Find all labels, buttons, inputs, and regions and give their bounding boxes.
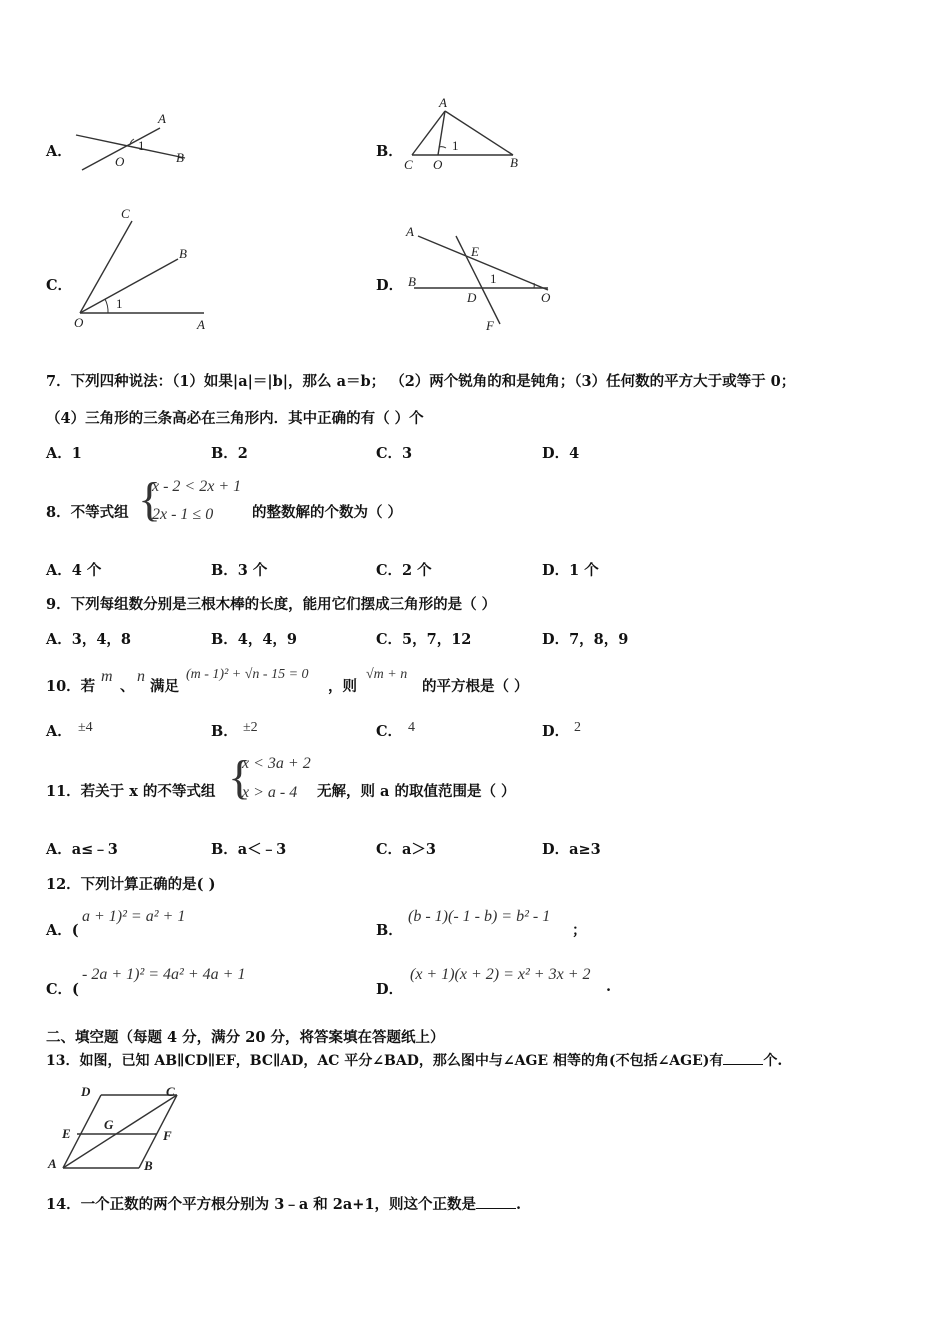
option-d-label: D． xyxy=(376,277,404,294)
q8-option-c: C．2 个 xyxy=(376,562,432,579)
fig-a-label-b: B xyxy=(176,150,184,165)
q9-option-c: C．5，7，12 xyxy=(376,631,472,648)
q12-option-a-expr: a + 1)² = a² + 1 xyxy=(82,908,186,925)
q13-label-f: F xyxy=(163,1128,172,1143)
q11-option-a: A．a≤﹣3 xyxy=(46,841,118,858)
q8-brace: { xyxy=(138,473,162,526)
fig-d-label-a: A xyxy=(406,224,414,239)
option-a-label: A． xyxy=(46,143,72,160)
fig-d-label-d: D xyxy=(467,290,477,305)
q12-option-c-label: C．( xyxy=(46,981,79,998)
fig-d-label-f: F xyxy=(486,318,494,333)
q13-text xyxy=(46,1050,782,1070)
q12-option-b-tail: ； xyxy=(572,922,587,939)
q13-text-body: 13．如图，已知 AB∥CD∥EF，BC∥AD，AC 平分∠BAD，那么图中与∠AGE 相等的角(不包括∠AGE)有 xyxy=(46,1053,724,1069)
fig-d-label-e: E xyxy=(471,244,479,259)
q12-option-d-label: D． xyxy=(376,981,404,998)
q12-option-c-expr: - 2a + 1)² = 4a² + 4a + 1 xyxy=(82,966,246,983)
q8-suffix: 的整数解的个数为（ ） xyxy=(252,504,403,521)
q8-option-a: A．4 个 xyxy=(46,562,102,579)
q10-option-c-value: 4 xyxy=(408,720,415,735)
q10-separator: 、 xyxy=(120,678,135,695)
q12-option-b-label: B． xyxy=(376,922,403,939)
q12-option-d-expr: (x + 1)(x + 2) = x² + 3x + 2 xyxy=(410,966,591,983)
q8-prefix: 8．不等式组 xyxy=(46,504,129,521)
q13-label-b: B xyxy=(144,1158,153,1173)
q10-option-b-value: ±2 xyxy=(243,720,258,735)
q7-option-c: C．3 xyxy=(376,445,413,462)
q10-equation: (m - 1)² + √n - 15 = 0 xyxy=(186,667,309,682)
q13-label-a: A xyxy=(48,1156,57,1171)
q10-option-d-value: 2 xyxy=(574,720,581,735)
option-c-label: C． xyxy=(46,277,73,294)
fig-a-label-a: A xyxy=(158,111,166,126)
q13-figure xyxy=(46,1080,196,1180)
figure-c xyxy=(70,205,220,335)
fig-c-label-a: A xyxy=(197,317,205,332)
fig-b-label-b: B xyxy=(510,155,518,170)
fig-b-label-a: A xyxy=(439,95,447,110)
q8-inequality-2: 2x - 1 ≤ 0 xyxy=(152,506,214,523)
fig-b-label-1: 1 xyxy=(452,138,459,153)
q10-option-d: D． xyxy=(542,723,570,740)
figure-b xyxy=(400,95,530,175)
q12-option-b-expr: (b - 1)(- 1 - b) = b² - 1 xyxy=(408,908,551,925)
fig-a-label-1: 1 xyxy=(138,138,145,153)
q13-label-c: C xyxy=(166,1084,175,1099)
q11-suffix: 无解，则 a 的取值范围是（ ） xyxy=(317,783,516,800)
fig-c-label-1: 1 xyxy=(116,296,123,311)
q8-inequality-1: x - 2 < 2x + 1 xyxy=(152,478,242,495)
q9-option-b: B．4，4，9 xyxy=(211,631,298,648)
q14-text-body: 14．一个正数的两个平方根分别为 3﹣a 和 2a+1，则这个正数是 xyxy=(46,1196,477,1213)
q10-var-m: m xyxy=(101,668,113,685)
q12-text: 12．下列计算正确的是( ) xyxy=(46,876,216,893)
fig-c-label-c: C xyxy=(121,206,130,221)
fig-d-label-b: B xyxy=(408,274,416,289)
q12-option-a-label: A．( xyxy=(46,922,79,939)
q11-option-d: D．a≥3 xyxy=(542,841,601,858)
q10-var-n: n xyxy=(137,668,145,685)
fig-a-label-o: O xyxy=(115,154,125,169)
q7-option-d: D．4 xyxy=(542,445,580,462)
q9-option-a: A．3，4，8 xyxy=(46,631,132,648)
q9-text: 9．下列每组数分别是三根木棒的长度，能用它们摆成三角形的是（ ） xyxy=(46,596,497,613)
q10-then: ，则 xyxy=(328,678,357,695)
q10-option-b: B． xyxy=(211,723,238,740)
q7-line2: （4）三角形的三条高必在三角形内．其中正确的有（ ）个 xyxy=(46,410,424,427)
q10-condition-word: 满足 xyxy=(150,678,179,695)
fig-c-label-b: B xyxy=(179,246,187,261)
q7-option-a: A．1 xyxy=(46,445,82,462)
q7-option-b: B．2 xyxy=(211,445,248,462)
q13-text-tail: 个. xyxy=(763,1053,783,1069)
q13-answer-blank[interactable] xyxy=(723,1052,763,1065)
q14-text xyxy=(46,1193,521,1214)
q9-option-d: D．7，8，9 xyxy=(542,631,629,648)
q7-line1: 7．下列四种说法：（1）如果|a|＝|b|，那么 a＝b； （2）两个锐角的和是钝角；（3）任何数的平方大于或等于 0； xyxy=(46,373,796,390)
figure-a xyxy=(70,110,210,180)
fig-c-label-o: O xyxy=(74,315,84,330)
q10-prefix: 10．若 xyxy=(46,678,96,695)
q10-suffix: 的平方根是（ ） xyxy=(422,678,529,695)
q11-option-b: B．a＜﹣3 xyxy=(211,841,287,858)
q12-option-d-tail: . xyxy=(606,978,612,995)
section-2-title: 二、填空题（每题 4 分，满分 20 分，将答案填在答题纸上） xyxy=(46,1029,445,1046)
q10-option-a-value: ±4 xyxy=(78,720,93,735)
q13-label-g: G xyxy=(104,1117,114,1132)
q11-prefix: 11．若关于 x 的不等式组 xyxy=(46,783,216,800)
q14-answer-blank[interactable] xyxy=(476,1196,516,1209)
q8-option-b: B．3 个 xyxy=(211,562,268,579)
fig-d-label-o: O xyxy=(541,290,551,305)
fig-b-label-c: C xyxy=(404,157,413,172)
q11-inequality-2: x > a - 4 xyxy=(242,784,298,801)
option-b-label: B． xyxy=(376,143,403,160)
q11-brace: { xyxy=(228,751,252,804)
q8-option-d: D．1 个 xyxy=(542,562,599,579)
q13-label-d: D xyxy=(81,1084,91,1099)
q11-inequality-1: x < 3a + 2 xyxy=(242,755,311,772)
q13-label-e: E xyxy=(62,1126,71,1141)
q14-text-tail: . xyxy=(516,1196,522,1213)
q11-option-c: C．a＞3 xyxy=(376,841,437,858)
q10-sqrt-expr: √m + n xyxy=(366,667,408,682)
q10-option-c: C． xyxy=(376,723,403,740)
fig-b-label-o: O xyxy=(433,157,443,172)
fig-d-label-1: 1 xyxy=(490,271,497,286)
q10-option-a: A． xyxy=(46,723,72,740)
figure-d xyxy=(400,220,570,335)
